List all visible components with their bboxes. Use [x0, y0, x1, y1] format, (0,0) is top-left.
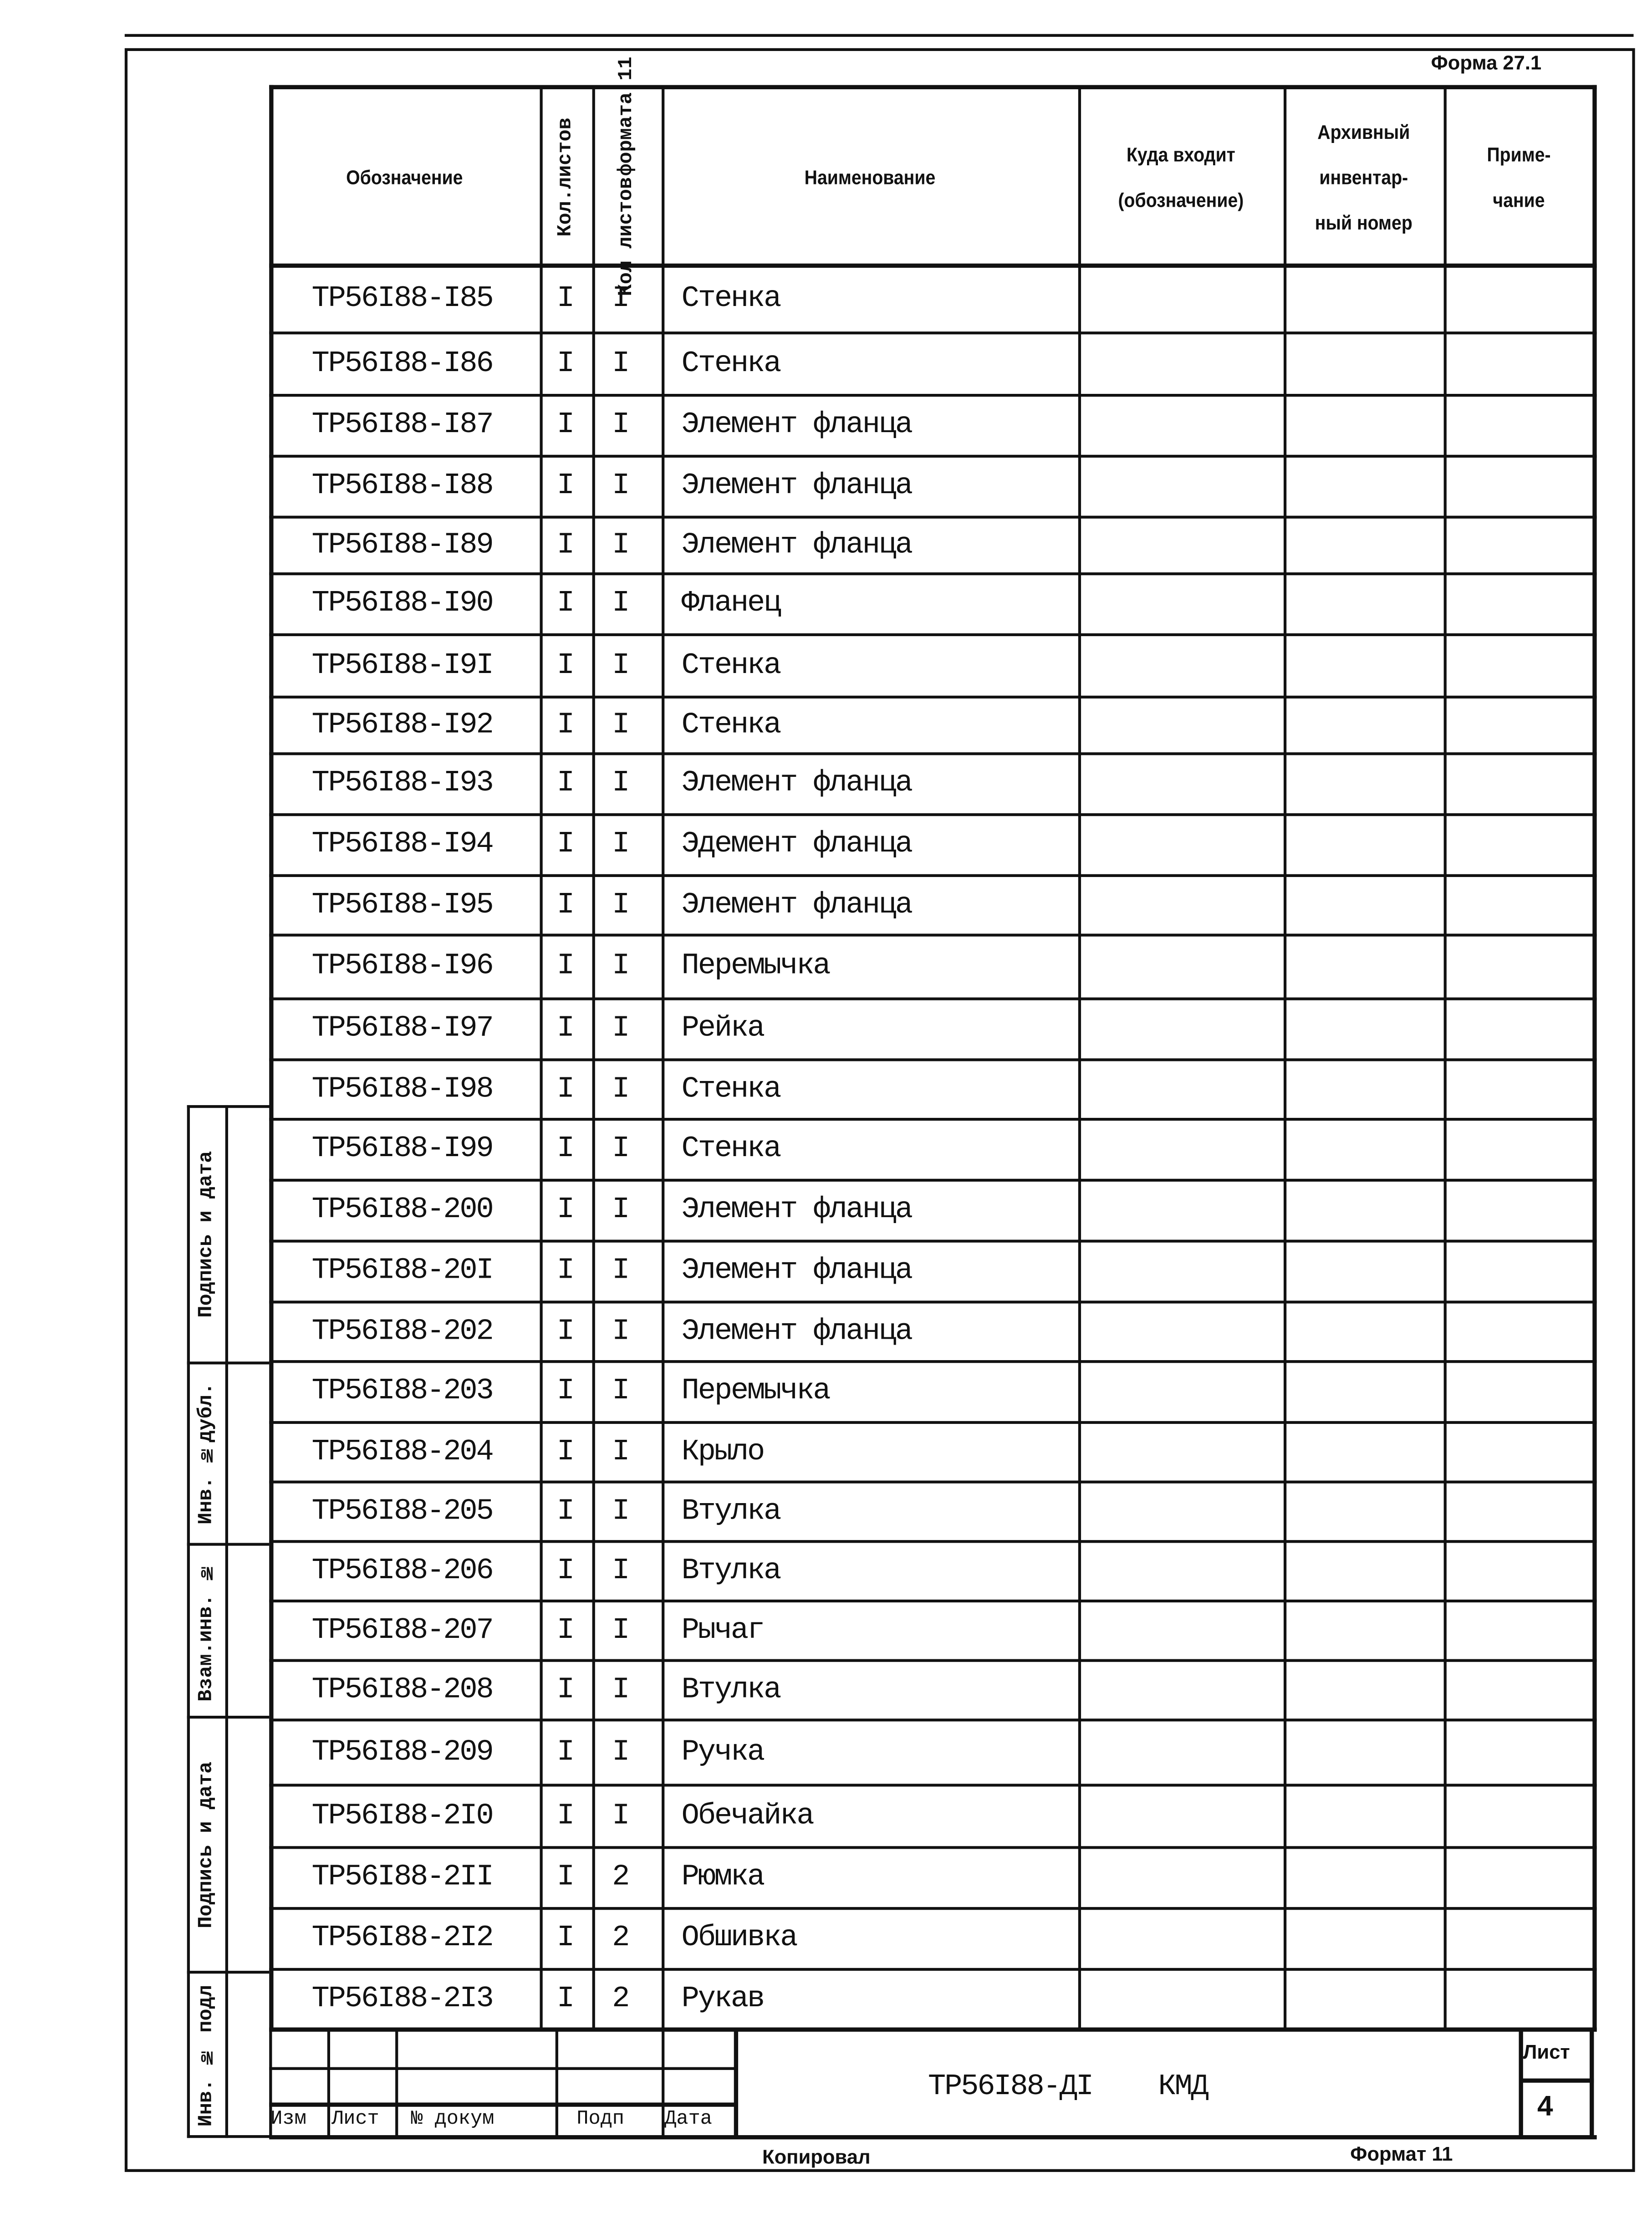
table-row [269, 697, 1594, 754]
cell-name: Фланец [681, 588, 780, 621]
cell-format-sheets: I [612, 768, 629, 800]
header-part-of-line1: Куда входит [1126, 142, 1235, 165]
cell-designation: ТР56I88-207 [311, 1614, 493, 1647]
table-row [269, 574, 1594, 635]
cell-format-sheets: I [612, 889, 629, 922]
cell-sheets: I [556, 829, 573, 862]
cell-designation: ТР56I88-I90 [311, 588, 493, 621]
table-row [269, 1361, 1594, 1423]
cell-designation: ТР56I88-2I3 [311, 1983, 493, 2016]
cell-format-sheets: 2 [612, 1922, 629, 1955]
cell-format-sheets: I [612, 1674, 629, 1707]
table-row [269, 333, 1594, 395]
cell-name: Элемент фланца [681, 1194, 912, 1227]
cell-format-sheets: I [612, 1133, 629, 1166]
tb-line [1519, 2029, 1523, 2138]
cell-designation: ТР56I88-208 [311, 1674, 493, 1707]
cell-name: Стенка [681, 347, 780, 381]
cell-name: Перемычка [681, 1376, 830, 1408]
cell-format-sheets: I [612, 1315, 629, 1348]
cell-sheets: I [556, 889, 573, 922]
cell-designation: ТР56I88-I95 [311, 889, 493, 922]
cell-designation: ТР56I88-20I [311, 1255, 493, 1288]
cell-sheets: I [556, 1983, 573, 2016]
table-row [269, 517, 1594, 574]
cell-designation: ТР56I88-I98 [311, 1073, 493, 1106]
cell-designation: ТР56I88-2I0 [311, 1800, 493, 1833]
side-sign-date-2: Подпись и дата [195, 1761, 219, 1928]
cell-sheets: I [556, 409, 573, 442]
table-row [269, 1482, 1594, 1542]
cell-sheets: I [556, 1861, 573, 1895]
cell-sheets: I [556, 529, 573, 562]
side-replace-inv: Взам.инв. № [195, 1560, 219, 1702]
table-row [269, 1241, 1594, 1302]
header-archive-line3: ный номер [1315, 210, 1412, 233]
cell-format-sheets: I [612, 1736, 629, 1769]
title-block-bottom [269, 2135, 1596, 2139]
cell-sheets: I [556, 1073, 573, 1106]
cell-designation: ТР56I88-200 [311, 1194, 493, 1227]
table-row [269, 1908, 1594, 1969]
cell-sheets: I [556, 1922, 573, 1955]
cell-name: Элемент фланца [681, 768, 912, 800]
tb-line [1520, 2079, 1594, 2083]
cell-format-sheets: I [612, 529, 629, 562]
cell-sheets: I [556, 1133, 573, 1166]
header-note [1451, 88, 1586, 265]
tb-line [1590, 2029, 1594, 2138]
header-part-of-line2: (обозначение) [1118, 188, 1244, 211]
header-note-line2: чание [1493, 188, 1545, 211]
format-label: Формат 11 [1350, 2142, 1453, 2165]
table-row [269, 635, 1594, 697]
cell-designation: ТР56I88-I85 [311, 283, 493, 316]
doc-code: ТР56I88-ДI КМД [928, 2071, 1208, 2104]
cell-name: Элемент фланца [681, 529, 912, 562]
cell-designation: ТР56I88-I97 [311, 1013, 493, 1046]
cell-designation: ТР56I88-I89 [311, 529, 493, 562]
cell-designation: ТР56I88-I96 [311, 950, 493, 984]
table-row [269, 1119, 1594, 1180]
cell-sheets: I [556, 1495, 573, 1528]
header-part-of [1088, 88, 1273, 265]
cell-name: Стенка [681, 649, 780, 683]
cell-format-sheets: I [612, 829, 629, 862]
table-row [269, 1969, 1594, 2029]
cell-format-sheets: I [612, 1255, 629, 1288]
cell-sheets: I [556, 283, 573, 316]
header-archive-line1: Архивный [1317, 119, 1410, 143]
table-row [269, 1541, 1594, 1601]
cell-name: Элемент фланца [681, 889, 912, 922]
cell-name: Стенка [681, 283, 780, 316]
tb-line [734, 2029, 738, 2138]
table-row [269, 1423, 1594, 1482]
cell-sheets: I [556, 1674, 573, 1707]
table-row [269, 754, 1594, 815]
cell-name: Рюмка [681, 1861, 764, 1895]
cell-designation: ТР56I88-I92 [311, 709, 493, 742]
side-dup-inv: Инв. №дубл. [195, 1382, 219, 1525]
cell-format-sheets: I [612, 709, 629, 742]
header-note-line1: Приме- [1487, 142, 1551, 165]
table-row [269, 1785, 1594, 1847]
tb-line [395, 2029, 398, 2138]
cell-sheets: I [556, 950, 573, 984]
header-designation: Обозначение [346, 165, 463, 188]
table-row [269, 876, 1594, 935]
cell-format-sheets: I [612, 950, 629, 984]
cell-format-sheets: I [612, 347, 629, 381]
tb-line [269, 2102, 737, 2106]
form-label: Форма 27.1 [1431, 51, 1542, 74]
cell-designation: ТР56I88-I9I [311, 649, 493, 683]
cell-name: Втулка [681, 1674, 780, 1707]
cell-name: Ручка [681, 1736, 764, 1769]
cell-sheets: I [556, 470, 573, 503]
cell-designation: ТР56I88-203 [311, 1376, 493, 1408]
table-row [269, 395, 1594, 456]
cell-name: Элемент фланца [681, 470, 912, 503]
cell-designation: ТР56I88-I94 [311, 829, 493, 862]
table-row [269, 1720, 1594, 1785]
header-archive-number [1292, 88, 1436, 265]
cell-format-sheets: 2 [612, 1983, 629, 2016]
cell-designation: ТР56I88-I86 [311, 347, 493, 381]
header-format-sheets-line1: Кол листов [615, 176, 638, 296]
tb-col-change: Изм [270, 2108, 306, 2131]
table-row [269, 815, 1594, 876]
cell-format-sheets: I [612, 1073, 629, 1106]
cell-name: Крыло [681, 1436, 764, 1469]
header-archive-line2: инвентар- [1319, 165, 1408, 188]
cell-sheets: I [556, 1194, 573, 1227]
tb-col-date: Дата [664, 2108, 712, 2131]
cell-format-sheets: I [612, 470, 629, 503]
tb-col-sheet: Лист [331, 2108, 379, 2131]
cell-name: Элемент фланца [681, 1255, 912, 1288]
cell-name: Рукав [681, 1983, 764, 2016]
cell-format-sheets: I [612, 1013, 629, 1046]
cell-name: Втулка [681, 1495, 780, 1528]
table-row [269, 1847, 1594, 1908]
cell-designation: ТР56I88-2I2 [311, 1922, 493, 1955]
cell-designation: ТР56I88-I99 [311, 1133, 493, 1166]
cell-sheets: I [556, 347, 573, 381]
tb-line [327, 2029, 330, 2138]
cell-format-sheets: I [612, 1194, 629, 1227]
header-sheets-count: Кол.листов [555, 117, 577, 236]
cell-sheets: I [556, 1555, 573, 1588]
table-row [269, 1302, 1594, 1361]
cell-format-sheets: I [612, 588, 629, 621]
table-row [269, 1060, 1594, 1119]
cell-designation: ТР56I88-206 [311, 1555, 493, 1588]
cell-designation: ТР56I88-2II [311, 1861, 493, 1895]
cell-sheets: I [556, 649, 573, 683]
cell-sheets: I [556, 1436, 573, 1469]
table-row [269, 266, 1594, 333]
table-row [269, 1180, 1594, 1241]
tb-col-doc: № докум [411, 2108, 495, 2131]
cell-sheets: I [556, 588, 573, 621]
cell-sheets: I [556, 1736, 573, 1769]
table-row [269, 935, 1594, 999]
table-row [269, 999, 1594, 1060]
cell-format-sheets: I [612, 283, 629, 316]
cell-name: Перемычка [681, 950, 830, 984]
title-block-top [269, 2028, 1596, 2032]
copied-label: Копировал [762, 2145, 871, 2168]
side-orig-inv: Инв. № подл [195, 1984, 219, 2126]
tb-line [269, 2067, 737, 2070]
cell-designation: ТР56I88-202 [311, 1315, 493, 1348]
cell-sheets: I [556, 1315, 573, 1348]
table-row [269, 1661, 1594, 1720]
cell-name: Стенка [681, 1073, 780, 1106]
top-edge-line [125, 34, 1634, 37]
cell-sheets: I [556, 768, 573, 800]
table-row [269, 1601, 1594, 1661]
cell-format-sheets: I [612, 1376, 629, 1408]
sheet-number: 4 [1537, 2091, 1553, 2123]
header-name: Наименование [804, 165, 936, 188]
cell-format-sheets: I [612, 649, 629, 683]
cell-sheets: I [556, 1255, 573, 1288]
cell-format-sheets: I [612, 1800, 629, 1833]
sheet-label: Лист [1523, 2040, 1570, 2063]
cell-sheets: I [556, 1013, 573, 1046]
cell-format-sheets: I [612, 1555, 629, 1588]
cell-designation: ТР56I88-209 [311, 1736, 493, 1769]
header-format-sheets [592, 57, 662, 296]
table-row [269, 456, 1594, 517]
cell-name: Обшивка [681, 1922, 797, 1955]
cell-designation: ТР56I88-I93 [311, 768, 493, 800]
cell-name: Стенка [681, 709, 780, 742]
side-stamp-divider [225, 1105, 228, 2138]
cell-name: Рейка [681, 1013, 764, 1046]
cell-name: Рычаг [681, 1614, 764, 1647]
cell-name: Эдемент фланца [681, 829, 912, 862]
cell-format-sheets: I [612, 1614, 629, 1647]
cell-sheets: I [556, 709, 573, 742]
cell-sheets: I [556, 1376, 573, 1408]
cell-format-sheets: I [612, 1495, 629, 1528]
tb-col-sign: Подп [576, 2108, 624, 2131]
cell-designation: ТР56I88-205 [311, 1495, 493, 1528]
cell-designation: ТР56I88-204 [311, 1436, 493, 1469]
cell-format-sheets: I [612, 1436, 629, 1469]
cell-name: Элемент фланца [681, 409, 912, 442]
side-sign-date-1: Подпись и дата [195, 1151, 219, 1318]
cell-sheets: I [556, 1800, 573, 1833]
cell-designation: ТР56I88-I88 [311, 470, 493, 503]
cell-sheets: I [556, 1614, 573, 1647]
cell-name: Втулка [681, 1555, 780, 1588]
cell-format-sheets: 2 [612, 1861, 629, 1895]
cell-name: Элемент фланца [681, 1315, 912, 1348]
cell-designation: ТР56I88-I87 [311, 409, 493, 442]
cell-name: Обечайка [681, 1800, 813, 1833]
header-format-sheets-line2: формата 11 [615, 57, 638, 177]
cell-name: Стенка [681, 1133, 780, 1166]
cell-format-sheets: I [612, 409, 629, 442]
tb-line [556, 2029, 558, 2138]
